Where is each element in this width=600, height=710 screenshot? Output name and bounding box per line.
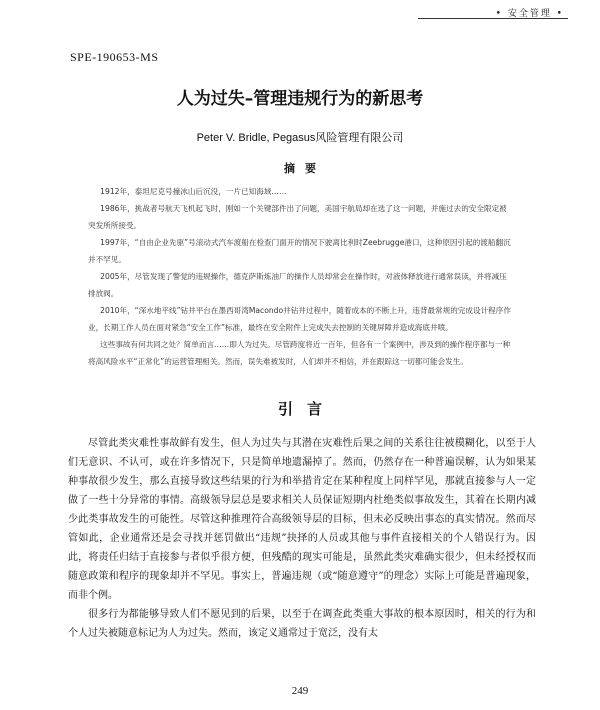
intro-paragraph: 很多行为都能够导致人们不愿见到的后果，以至于在调查此类重大事故的根本原因时，相关的行为和个人过失被随意标记为人为过失。然而，该定义通常过于宽泛，没有太 (68, 609, 536, 639)
abstract-paragraph: 1997年，“自由企业先驱”号滚动式汽车渡船在检查门面开的情况下驶离比利时Zeebrugge港口，这种原因引起的渡船翻沉并不罕见。 (88, 238, 511, 264)
introduction-body (68, 434, 536, 643)
author-line: Peter V. Bridle, Pegasus风险管理有限公司 (196, 132, 404, 144)
abstract-body (88, 183, 513, 370)
abstract-heading: 摘要 (284, 162, 326, 175)
abstract-paragraph: 2005年，尽管发现了警觉的违规操作，德克萨斯炼油厂的操作人员却常会在操作时，对液体释放进行通常误读，并将减压排放阀。 (88, 272, 507, 298)
abstract-paragraph: 2010年，“深水地平线”钻井平台在墨西哥湾Macondo井钻井过程中，随着成本的不断上升，违背最常规的完成设计程序作业，长期工作人员在面对紧急“安全工作”标准，最终在安全附件上完成失去控制的关键屏障并造成海底井喷。 (88, 306, 511, 332)
introduction-heading: 引言 (277, 400, 336, 418)
running-head: • 安全管理 • (495, 9, 564, 19)
abstract-paragraph: 1986年，挑战者号航天飞机起飞时，刚如一个关键部件出了问题，美国宇航局却在选了这一问题，并施过去的安全限定被突发所所接受。 (88, 204, 507, 230)
paper-title: 人为过失–管理违规行为的新思考 (176, 89, 424, 109)
abstract-paragraph: 1912年，泰坦尼克号撞冰山后沉没，一片已知海域…… (100, 187, 287, 196)
abstract-paragraph: 这些事故有何共同之处？简单而言……即人为过失。尽管跨度将近一百年，但各有一个案例中，涉及到的操作程序都与一种将高风险水平“正常化”的运营管理相关。然而，误失难被发时，人们却并不相信，并在跟踪这一切都可能会发生。 (88, 340, 511, 366)
paper-id: SPE-190653-MS (70, 50, 159, 64)
page-number: 249 (291, 685, 309, 697)
header-rule (418, 18, 568, 19)
intro-paragraph: 尽管此类灾难性事故鲜有发生，但人为过失与其潜在灾难性后果之间的关系往往被模糊化，以至于人们无意识、不认可，或在许多情况下，只是简单地遗漏掉了。然而，仍然存在一种普遍误解，认为如果某种事故很少发生，那么直接导致这些结果的行为和举措肯定在某种程度上同样罕见，那就直接参与人一定做了一些十分异常的事情。高级领导层总是要求相关人员保证短期内杜绝类似事故发生，其着在长期内减少此类事故发生的可能性。尽管这种推理符合高级领导层的目标，但未必反映出事态的真实情况。然而尽管如此，企业通常还是会寻找并惩罚做出“违规”抉择的人员或其他与事件直接相关的个人错误行为。因此，将责任归结于直接参与者似乎很方便，但残酷的现实可能是，虽然此类灾难确实很少，但未经授权而随意政策和程序的现象却并不罕见。事实上，普遍违规（或“随意遵守”的理念）实际上可能是普遍现象，而非个例。 (68, 438, 536, 601)
